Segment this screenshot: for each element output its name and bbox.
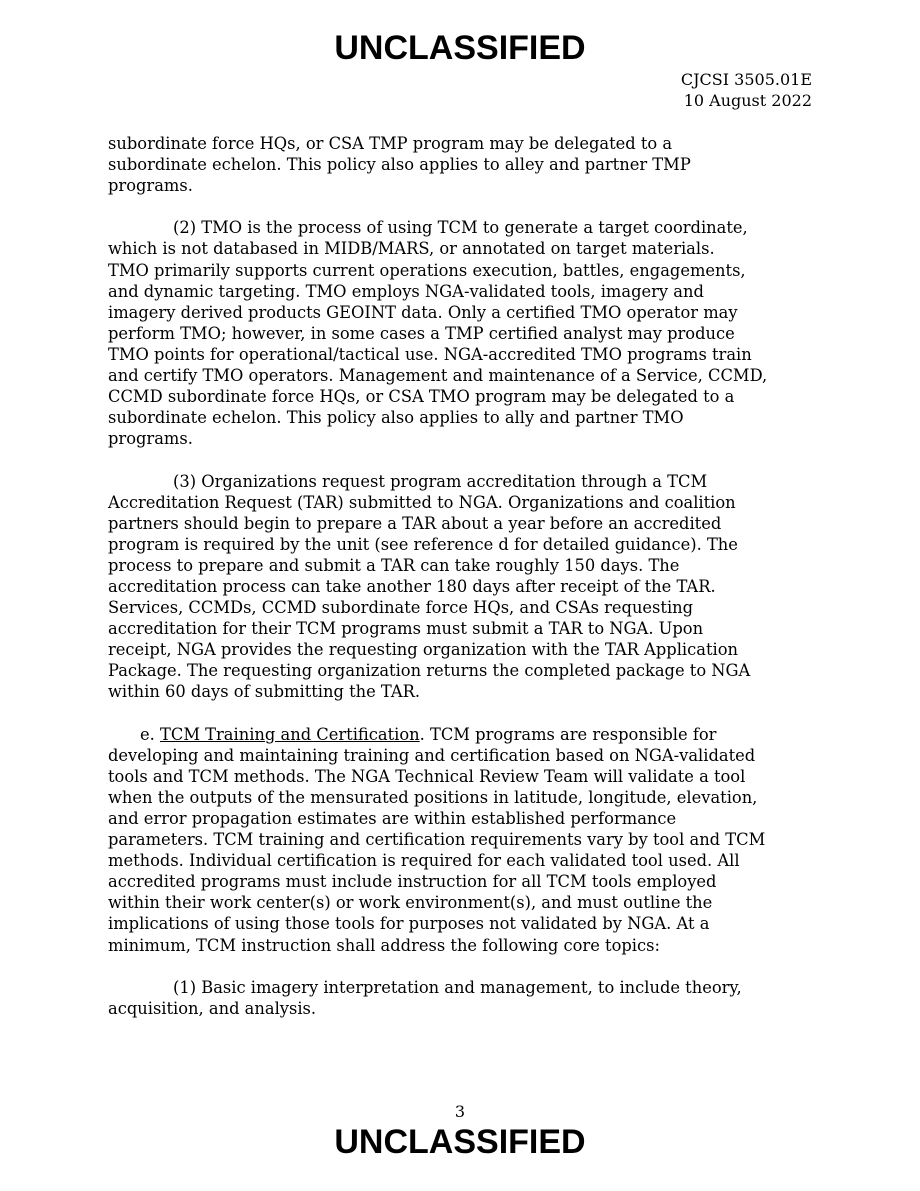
document-body — [108, 133, 816, 1040]
paragraph-1-imagery: (1) Basic imagery interpretation and management, to include theory, acquisition, and analysis. — [108, 977, 742, 1018]
paragraph-2-tmo: (2) TMO is the process of using TCM to generate a target coordinate, which is not databased in MIDB/MARS, or annotated on target materials. TMO primarily supports current operations execution, battles, engagements, and dynamic targeting. TMO employs NGA-validated tools, imagery and imagery derived products GEOINT data. Only a certified TMO operator may perform TMO; however, in some cases a TMP certified analyst may produce TMO points for operational/tactical use. NGA-accredited TMO programs train and certify TMO operators. Management and maintenance of a Service, CCMD, CCMD subordinate force HQs, or CSA TMO program may be delegated to a subordinate echelon. This policy also applies to ally and partner TMO programs. — [108, 218, 768, 449]
page-number: 3 — [454, 1102, 466, 1121]
paragraph-e-heading: TCM Training and Certification — [160, 724, 420, 744]
paragraph-e-training — [108, 724, 816, 956]
classification-banner-top: UNCLASSIFIED — [334, 29, 586, 67]
paragraph-e-text: . TCM programs are responsible for developing and maintaining training and certification based on NGA-validated tools and TCM methods. The NGA Technical Review Team will validate a tool when the outputs of the mensurated positions in latitude, longitude, elevation, and error propagation estimates are within established performance parameters. TCM training and certification requirements vary by tool and TCM methods. Individual certification is required for each validated tool used. All accredited programs must include instruction for all TCM tools employed within their work center(s) or work environment(s), and must outline the implications of using those tools for purposes not validated by NGA. At a minimum, TCM instruction shall address the following core topics: — [108, 724, 766, 955]
paragraph-e-label: e. — [140, 724, 160, 744]
classification-banner-bottom: UNCLASSIFIED — [334, 1123, 586, 1161]
document-header — [681, 69, 812, 111]
paragraph-continuation: subordinate force HQs, or CSA TMP program may be delegated to a subordinate echelon. This policy also applies to alley and partner TMP programs. — [108, 134, 691, 196]
document-id: CJCSI 3505.01E — [680, 70, 812, 89]
paragraph-3-accreditation: (3) Organizations request program accreditation through a TCM Accreditation Request (TAR) submitted to NGA. Organizations and coalition partners should begin to prepare a TAR about a year before an accredited program is required by the unit (see reference d for detailed guidance). The process to prepare and submit a TAR can take roughly 150 days. The accreditation process can take another 180 days after receipt of the TAR. Services, CCMDs, CCMD subordinate force HQs, and CSAs requesting accreditation for their TCM programs must submit a TAR to NGA. Upon receipt, NGA provides the requesting organization with the TAR Application Package. The requesting organization returns the completed package to NGA within 60 days of submitting the TAR. — [108, 471, 751, 702]
document-date: 10 August 2022 — [683, 91, 812, 110]
